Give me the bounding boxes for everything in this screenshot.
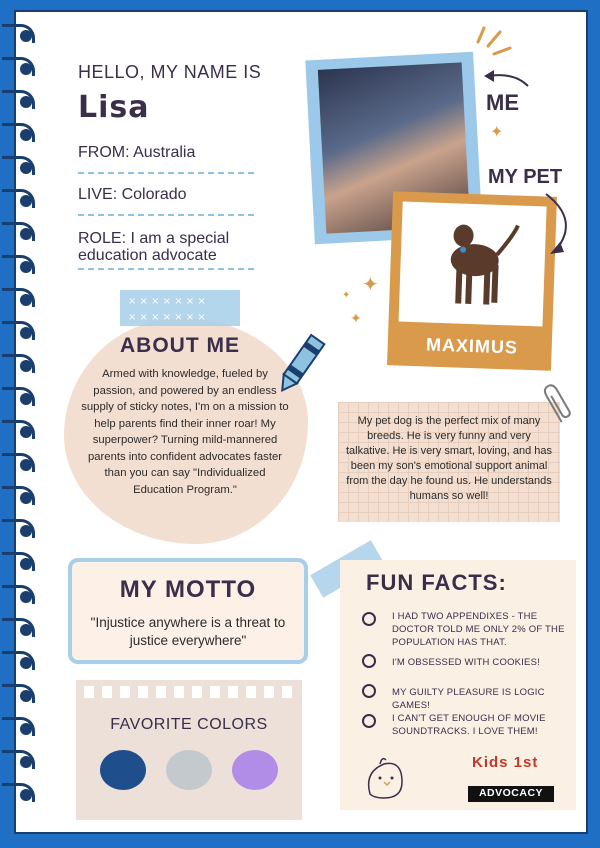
spiral-ring-icon: [0, 486, 44, 510]
label-my-pet: MY PET: [488, 166, 563, 188]
about-title: ABOUT ME: [120, 334, 240, 357]
arrow-icon: [470, 24, 530, 104]
svg-text:× × × × × × ×: × × × × × × ×: [128, 296, 206, 307]
fact-item: I HAD TWO APPENDIXES - THE DOCTOR TOLD ME ONLY 2% OF THE POPULATION HAS THAT.: [392, 611, 565, 648]
motto-title: MY MOTTO: [119, 576, 257, 603]
spiral-ring-icon: [0, 354, 44, 378]
fact-bullet-icon: [362, 612, 376, 626]
spiral-ring-icon: [0, 618, 44, 642]
spiral-ring-icon: [0, 420, 44, 444]
spiral-ring-icon: [0, 222, 44, 246]
fact-item: I CAN'T GET ENOUGH OF MOVIE SOUNDTRACKS. I LOVE THEM!: [392, 713, 546, 737]
fact-bullet-icon: [362, 654, 376, 668]
spiral-ring-icon: [0, 90, 44, 114]
divider: [78, 214, 254, 216]
spiral-ring-icon: [0, 453, 44, 477]
role-line: education advocate: [78, 247, 217, 264]
spiral-ring-icon: [0, 24, 44, 48]
spiral-ring-icon: [0, 189, 44, 213]
spiral-ring-icon: [0, 717, 44, 741]
fact-bullet-icon: [362, 684, 376, 698]
pet-description-text: My pet dog is the perfect mix of many breeds. He is very funny and very talkative. He is very smart, loving, and has been my son's emotional support animal from the day he found us. He understands humans so well!: [345, 415, 553, 502]
arrow-icon: [520, 190, 580, 260]
color-swatch: [100, 750, 146, 790]
spiral-ring-icon: [0, 288, 44, 312]
logo-wordmark: Kids 1st: [472, 754, 539, 771]
color-swatch: [166, 750, 212, 790]
spiral-ring-icon: [0, 684, 44, 708]
svg-text:× × × × × × ×: × × × × × × ×: [128, 312, 206, 323]
sparkle-icon: ✦: [490, 124, 504, 141]
crayon-icon: [270, 330, 330, 400]
chick-doodle-icon: [362, 752, 408, 802]
profile-name: Lisa: [78, 90, 150, 125]
spiral-ring-icon: [0, 750, 44, 774]
sparkle-icon: ✦: [362, 274, 379, 296]
favorite-colors-title: FAVORITE COLORS: [110, 716, 268, 733]
sparkle-icon: ✦: [350, 310, 362, 326]
spiral-ring-icon: [0, 255, 44, 279]
pet-name-label: MAXIMUS: [425, 334, 519, 358]
color-swatch: [232, 750, 278, 790]
spiral-ring-icon: [0, 156, 44, 180]
ticket-strip: [76, 684, 302, 702]
fact-item: I'M OBSESSED WITH COOKIES!: [392, 657, 540, 668]
fun-facts-title: FUN FACTS:: [366, 570, 507, 595]
spiral-ring-icon: [0, 519, 44, 543]
spiral-ring-icon: [0, 57, 44, 81]
role-field: [78, 230, 229, 264]
tape-strip: [120, 290, 240, 326]
spiral-ring-icon: [0, 321, 44, 345]
tape-pattern-icon: [120, 290, 240, 326]
spiral-ring-icon: [0, 387, 44, 411]
live-field: LIVE: Colorado: [78, 186, 187, 203]
spiral-ring-icon: [0, 552, 44, 576]
spiral-ring-icon: [0, 123, 44, 147]
sparkle-icon: ✦: [342, 290, 351, 301]
greeting: HELLO, MY NAME IS: [78, 62, 262, 82]
label-me: ME: [486, 90, 519, 115]
divider: [78, 172, 254, 174]
motto-text: "Injustice anywhere is a threat to justice everywhere": [90, 615, 286, 648]
fact-item: MY GUILTY PLEASURE IS LOGIC GAMES!: [392, 687, 545, 711]
fact-bullet-icon: [362, 714, 376, 728]
spiral-ring-icon: [0, 651, 44, 675]
spiral-ring-icon: [0, 783, 44, 807]
divider: [78, 268, 254, 270]
spiral-ring-icon: [0, 585, 44, 609]
from-field: FROM: Australia: [78, 144, 196, 161]
logo-tagline: ADVOCACY: [478, 787, 544, 799]
about-text: Armed with knowledge, fueled by passion, and powered by an endless supply of sticky notes, I'm on a mission to help parents find their inner roar! My superpower? Turning mild-mannered parents into confident advocates faster than you can say "Individualized Education Program.": [81, 368, 289, 496]
role-line: ROLE: I am a special: [78, 230, 230, 247]
